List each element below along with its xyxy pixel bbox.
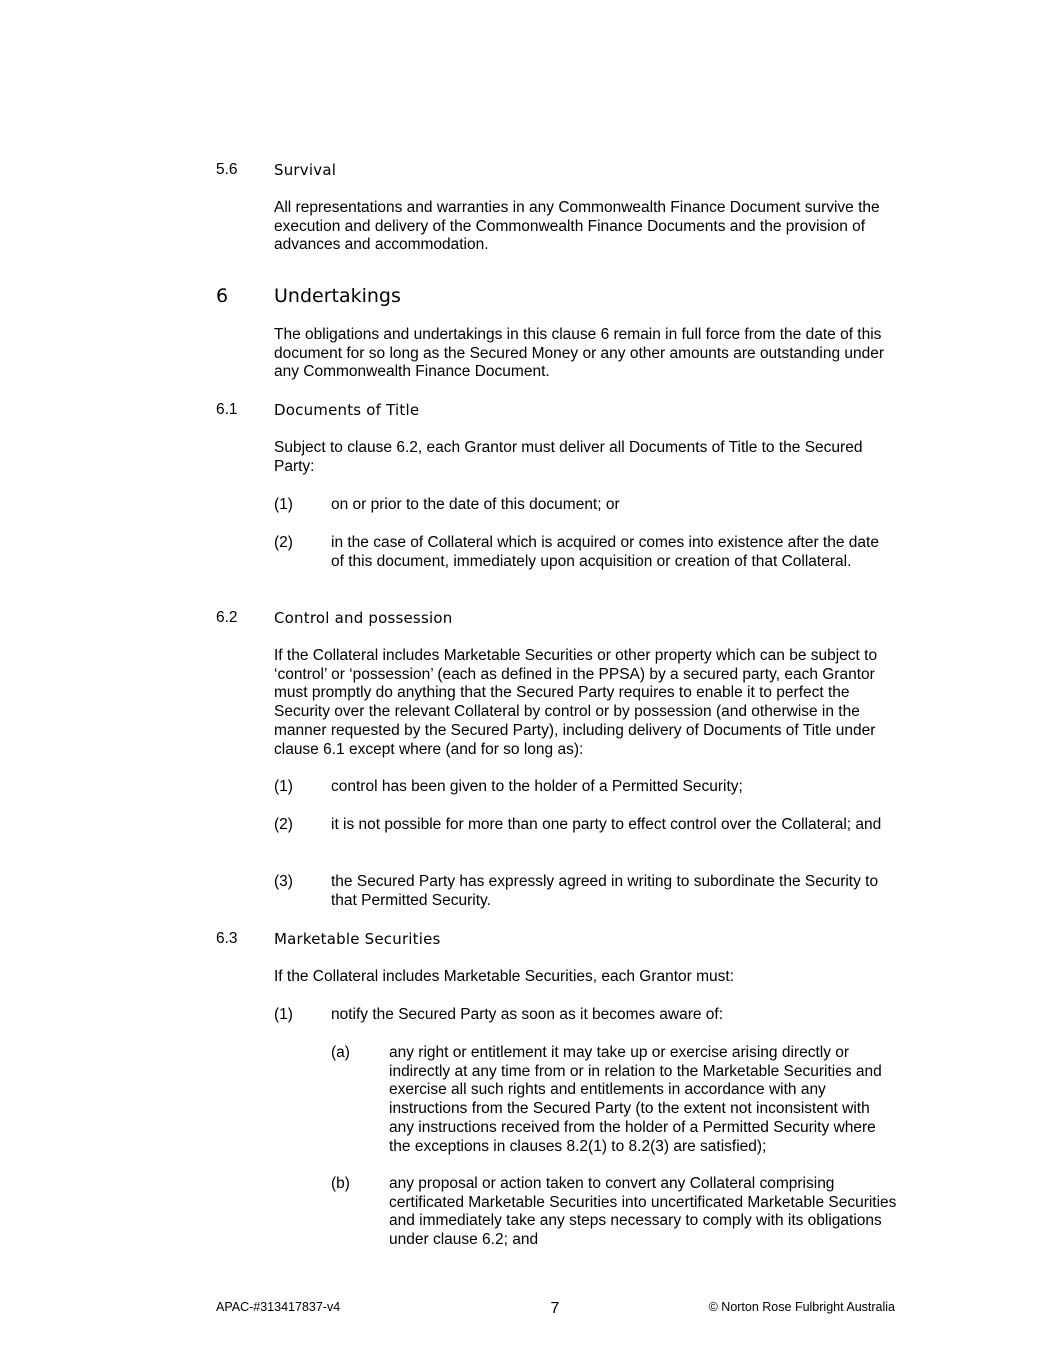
clause-5-6-number: 5.6 [216, 161, 238, 178]
clause-6-3-text: If the Collateral includes Marketable Securities, each Grantor must: [274, 968, 735, 985]
clause-6-1-item-1-text: on or prior to the date of this document; or [331, 496, 620, 513]
clause-6-3-subitem-b-text: any proposal or action taken to convert any Collateral comprising certificated Marketable Securities into uncertificated Marketable Securities and immediately take any steps necessary to comply with its obligations under clause 6.2; and [389, 1175, 897, 1249]
clause-6-2-item-2-marker: (2) [274, 816, 293, 833]
clause-6-heading: Undertakings [274, 285, 401, 307]
clause-6-3-number: 6.3 [216, 930, 238, 947]
footer-document-reference: APAC-#313417837-v4 [216, 1300, 341, 1314]
clause-6-1-number: 6.1 [216, 401, 238, 418]
clause-5-6-heading: Survival [274, 161, 337, 179]
clause-6-2-item-1-marker: (1) [274, 778, 293, 795]
clause-6-2-item-3-marker: (3) [274, 873, 293, 890]
clause-6-3-subitem-a-marker: (a) [331, 1044, 350, 1061]
clause-6-2-text: If the Collateral includes Marketable Securities or other property which can be subject to ‘control’ or ‘possession’ (each as defined in the PPSA) by a secured party, each Grantor must promptly do anything that the Secured Party requires to enable it to perfect the Security over the relevant Collateral by control or by possession (and otherwise in the manner requested by the Secured Party), including delivery of Documents of Title under clause 6.1 except where (and for so long as): [274, 647, 878, 758]
clause-6-1-item-2-marker: (2) [274, 534, 293, 551]
clause-6-number: 6 [216, 285, 229, 307]
clause-6-2-item-3-text: the Secured Party has expressly agreed in writing to subordinate the Security to that Permitted Security. [331, 873, 879, 909]
clause-6-1-item-2-text: in the case of Collateral which is acquired or comes into existence after the date of this document, immediately upon acquisition or creation of that Collateral. [331, 534, 879, 570]
footer-page-number: 7 [550, 1300, 560, 1317]
clause-6-1-text: Subject to clause 6.2, each Grantor must deliver all Documents of Title to the Secured Party: [274, 439, 863, 475]
clause-6-3-heading: Marketable Securities [274, 930, 441, 948]
clause-6-1-item-1-marker: (1) [274, 496, 293, 513]
clause-5-6-text: All representations and warranties in any Commonwealth Finance Document survive the execution and delivery of the Commonwealth Finance Documents and the provision of advances and accommodation. [274, 199, 880, 254]
clause-6-1-heading: Documents of Title [274, 401, 420, 419]
clause-6-3-item-1-marker: (1) [274, 1006, 293, 1023]
clause-6-2-number: 6.2 [216, 609, 238, 626]
clause-6-2-heading: Control and possession [274, 609, 453, 627]
clause-6-2-item-1-text: control has been given to the holder of a Permitted Security; [331, 778, 743, 795]
clause-6-3-subitem-b-marker: (b) [331, 1175, 350, 1192]
clause-6-text: The obligations and undertakings in this clause 6 remain in full force from the date of this document for so long as the Secured Money or any other amounts are outstanding under any Commonwealth Finance Document. [274, 326, 885, 381]
clause-6-3-subitem-a-text: any right or entitlement it may take up or exercise arising directly or indirectly at any time from or in relation to the Marketable Securities and exercise all such rights and entitlements in accordance with any instructions from the Secured Party (to the extent not inconsistent with any instructions received from the holder of a Permitted Security where the exceptions in clauses 8.2(1) to 8.2(3) are satisfied); [389, 1044, 882, 1155]
clause-6-2-item-2-text: it is not possible for more than one party to effect control over the Collateral; and [331, 816, 882, 833]
footer-copyright: © Norton Rose Fulbright Australia [708, 1300, 895, 1314]
clause-6-3-item-1-text: notify the Secured Party as soon as it becomes aware of: [331, 1006, 724, 1023]
